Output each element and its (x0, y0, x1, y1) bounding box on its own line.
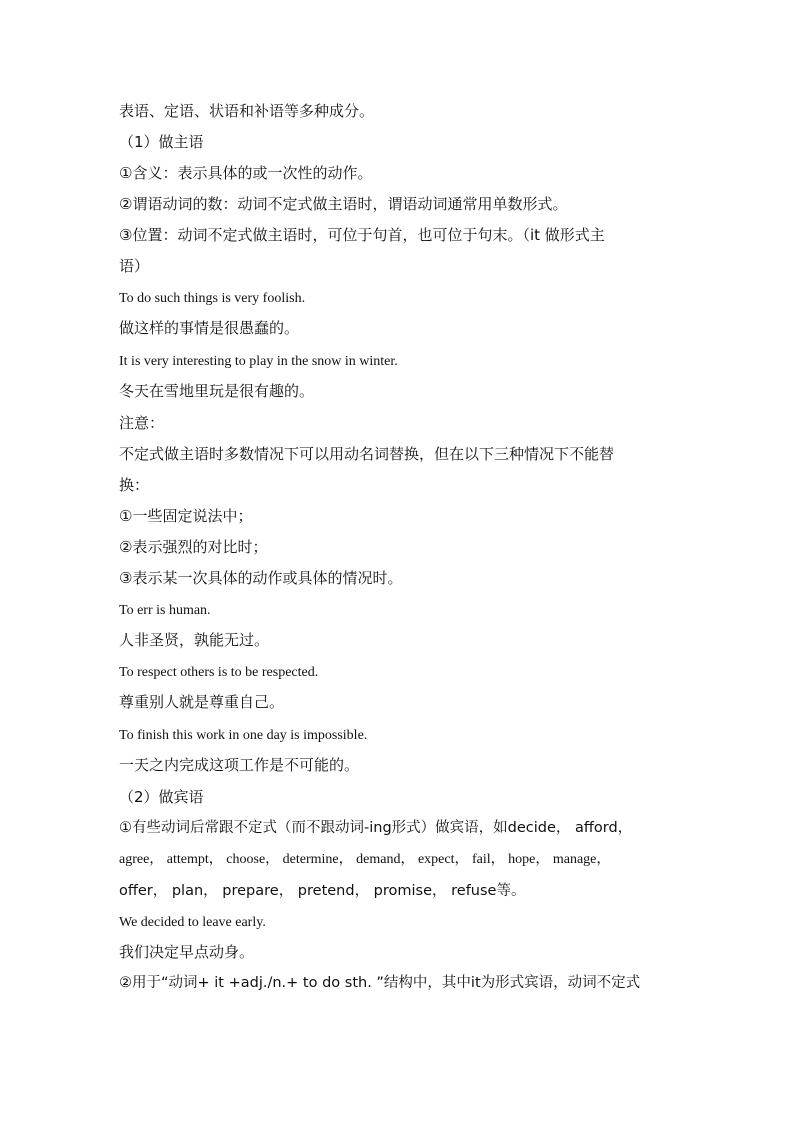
verb-list-line: agree， attempt， choose， determine， demand， expect， fail， hope， manage， (119, 852, 611, 867)
example-sentence: To respect others is to be respected. (119, 665, 319, 680)
text-line: ③位置：动词不定式做主语时，可位于句首，也可位于句末。（it 做形式主 (119, 226, 605, 244)
verb-list-line: offer， plan， prepare， pretend， promise， refuse等。 (119, 883, 526, 899)
list-item: ①一些固定说法中； (119, 507, 253, 525)
text-line: 不定式做主语时多数情况下可以用动名词替换，但在以下三种情况下不能替 (119, 445, 615, 463)
text-line: 表语、定语、状语和补语等多种成分。 (119, 102, 375, 120)
section-heading-subject: （1）做主语 (119, 133, 204, 151)
example-translation: 做这样的事情是很愚蠢的。 (119, 319, 300, 337)
text-line: ①有些动词后常跟不定式（而不跟动词-ing形式）做宾语，如decide， afford， (119, 820, 633, 836)
text-line: 语） (119, 257, 150, 275)
example-translation: 冬天在雪地里玩是很有趣的。 (119, 382, 315, 400)
example-sentence: To finish this work in one day is impossible. (119, 728, 368, 743)
list-item: ②表示强烈的对比时； (119, 538, 268, 556)
list-item: ③表示某一次具体的动作或具体的情况时。 (119, 569, 403, 587)
text-line: 换： (119, 476, 150, 494)
example-sentence: To do such things is very foolish. (119, 291, 306, 306)
example-sentence: It is very interesting to play in the snow in winter. (119, 354, 398, 369)
note-label: 注意： (119, 414, 165, 432)
example-sentence: To err is human. (119, 603, 211, 618)
text-line: ①含义：表示具体的或一次性的动作。 (119, 164, 373, 182)
text-line: ②用于“动词+ it +adj./n.+ to do sth. ”结构中，其中it为形式宾语，动词不定式 (119, 975, 641, 991)
example-translation: 尊重别人就是尊重自己。 (119, 693, 285, 711)
section-heading-object: （2）做宾语 (119, 788, 204, 806)
example-translation: 我们决定早点动身。 (119, 943, 255, 961)
example-sentence: We decided to leave early. (119, 915, 266, 930)
text-line: ②谓语动词的数：动词不定式做主语时，谓语动词通常用单数形式。 (119, 195, 568, 213)
example-translation: 人非圣贤，孰能无过。 (119, 631, 270, 649)
example-translation: 一天之内完成这项工作是不可能的。 (119, 756, 360, 774)
